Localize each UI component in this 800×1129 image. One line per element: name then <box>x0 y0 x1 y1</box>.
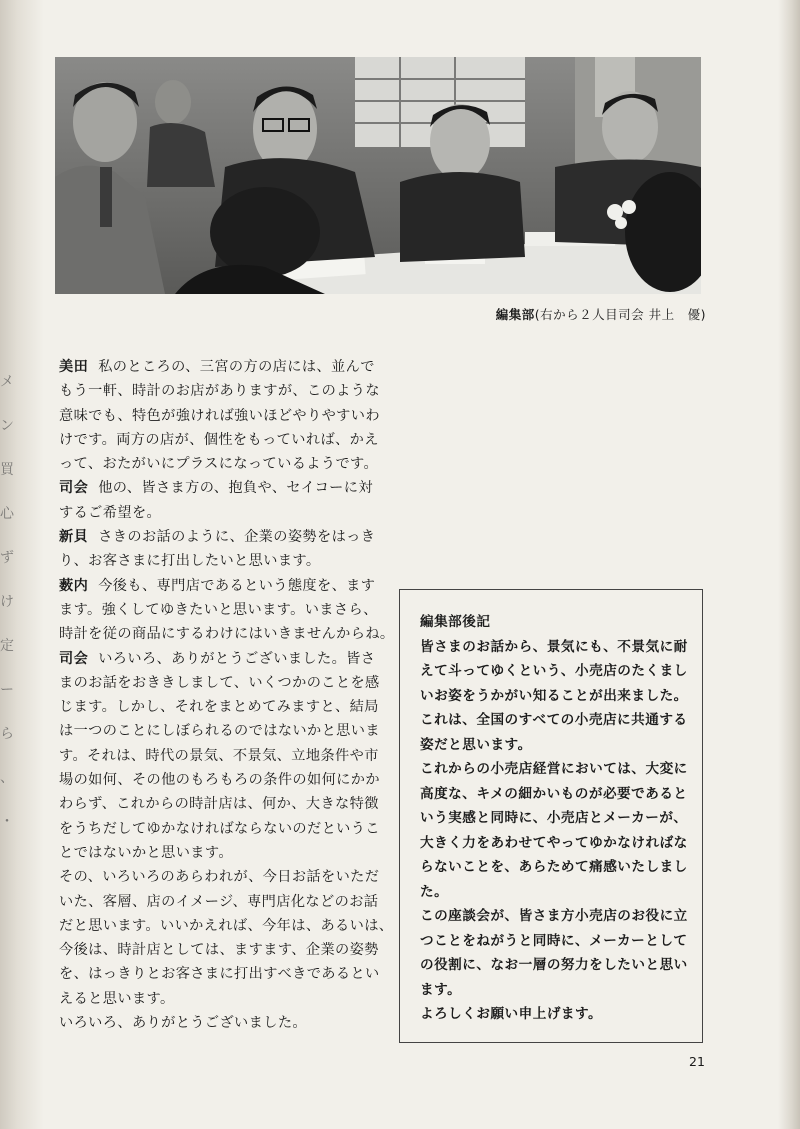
adjacent-page-text <box>0 360 16 844</box>
dialogue-text: えると思います。 <box>59 990 175 1007</box>
postscript-line: ます。 <box>420 981 462 998</box>
dialogue-line <box>59 598 389 622</box>
dialogue-text: わらず、これからの時計店は、何か、大きな特徴 <box>59 796 379 813</box>
postscript-line: えて斗ってゆくという、小売店のたくまし <box>420 663 688 679</box>
dialogue-line <box>59 841 389 865</box>
bleed-glyph: ず <box>0 550 14 566</box>
postscript-line: これは、全国のすべての小売店に共通する <box>420 712 688 728</box>
dialogue-text: 今後も、専門店であるという態度を、ます <box>98 577 376 594</box>
postscript-line: 高度な、キメの細かいものが必要であると <box>420 785 688 802</box>
dialogue-line <box>59 549 389 573</box>
dialogue-text: って、おたがいにプラスになっているようです。 <box>59 456 379 473</box>
speaker-name: 薮内 <box>59 577 89 594</box>
postscript-line: らないことを、あらためて痛感いたしまし <box>420 859 688 875</box>
dialogue-line <box>59 792 389 816</box>
speaker-name: 司会 <box>59 650 89 667</box>
dialogue-line <box>59 647 389 671</box>
postscript-title: 編集部後記 <box>420 614 491 630</box>
dialogue-line <box>59 1011 389 1035</box>
dialogue-text: いろいろ、ありがとうございました。皆さ <box>98 650 376 667</box>
dialogue-line <box>59 452 389 476</box>
caption-detail: (右から２人目司会 井上 優) <box>534 307 706 322</box>
speaker-name: 美田 <box>59 359 89 375</box>
dialogue-line <box>59 938 389 962</box>
dialogue-text: さきのお話のように、企業の姿勢をはっき <box>98 529 376 546</box>
dialogue-line <box>59 695 389 719</box>
dialogue-text: じます。しかし、それをまとめてみますと、結局 <box>59 699 379 716</box>
dialogue-text: もう一軒、時計のお店がありますが、このような <box>59 383 380 400</box>
roundtable-dialogue <box>59 355 395 1035</box>
dialogue-line <box>59 574 389 598</box>
dialogue-line <box>59 501 389 525</box>
speaker-name: 司会 <box>59 480 89 497</box>
postscript-line: この座談会が、皆さま方小売店のお役に立 <box>420 908 688 924</box>
bleed-glyph: 心 <box>0 506 14 522</box>
dialogue-text: とではないかと思います。 <box>59 844 233 861</box>
bleed-glyph: 買 <box>0 462 14 478</box>
dialogue-text: をうちだしてゆかなければならないのだというこ <box>59 820 380 837</box>
dialogue-line <box>59 914 394 938</box>
dialogue-line <box>59 768 389 792</box>
dialogue-line <box>59 525 389 549</box>
postscript-line: 姿だと思います。 <box>420 736 532 753</box>
page-edge <box>778 0 800 1129</box>
postscript-line: これからの小売店経営においては、大変に <box>420 761 688 777</box>
bleed-glyph: ー <box>0 682 14 698</box>
editorial-postscript-box <box>399 589 703 1043</box>
dialogue-text: を、はっきりとお客さまに打出すべきであるとい <box>59 966 380 983</box>
dialogue-text: いろいろ、ありがとうございました。 <box>59 1015 307 1032</box>
dialogue-line <box>59 671 389 695</box>
dialogue-line <box>59 404 389 428</box>
dialogue-line <box>59 622 395 646</box>
dialogue-text: その、いろいろのあらわれが、今日お話をいただ <box>59 869 380 886</box>
dialogue-line <box>59 428 389 452</box>
dialogue-line <box>59 476 389 500</box>
dialogue-text: 今後は、時計店としては、ますます、企業の姿勢 <box>59 942 379 959</box>
dialogue-line <box>59 817 389 841</box>
dialogue-text: 意味でも、特色が強ければ強いほどやりやすいわ <box>59 407 380 424</box>
photo-caption <box>496 305 706 323</box>
page-number: 21 <box>689 1054 705 1069</box>
bleed-glyph: 定 <box>0 638 14 654</box>
dialogue-text: り、お客さまに打出したいと思います。 <box>59 553 321 570</box>
dialogue-text: いた、客層、店のイメージ、専門店化などのお話 <box>59 893 379 910</box>
postscript-line: よろしくお願い申上げます。 <box>420 1006 603 1022</box>
dialogue-text: 場の如何、その他のもろもろの条件の如何にかか <box>59 772 380 789</box>
bleed-glyph: ・ <box>0 814 14 830</box>
dialogue-text: 他の、皆さま方の、抱負や、セイコーに対 <box>98 480 373 497</box>
postscript-line: いお姿をうかがい知ることが出来ました。 <box>420 687 688 704</box>
dialogue-text: するご希望を。 <box>59 504 162 521</box>
dialogue-line <box>59 890 389 914</box>
dialogue-text: 時計を従の商品にするわけにはいきませんからね。 <box>59 626 395 643</box>
dialogue-text: は一つのことにしぼられるのではないかと思いま <box>59 723 380 740</box>
speaker-name: 新貝 <box>59 529 89 546</box>
bleed-glyph: ン <box>0 418 14 434</box>
dialogue-line <box>59 865 389 889</box>
postscript-body <box>420 635 702 1027</box>
dialogue-text: ます。強くしてゆきたいと思います。いまさら、 <box>59 601 378 618</box>
postscript-line: た。 <box>420 883 449 900</box>
postscript-line: 皆さまのお話から、景気にも、不景気に耐 <box>420 638 688 655</box>
postscript-line: いう実感と同時に、小売店とメーカーが、 <box>420 810 688 826</box>
dialogue-text: す。それは、時代の景気、不景気、立地条件や市 <box>59 747 379 764</box>
dialogue-text: まのお話をおききしまして、いくつかのことを感 <box>59 674 380 691</box>
postscript-line: 大きく力をあわせてやってゆかなければな <box>420 834 688 851</box>
bleed-glyph: 、 <box>0 770 14 786</box>
dialogue-line <box>59 987 389 1011</box>
dialogue-text: 私のところの、三宮の方の店には、並んで <box>98 359 375 375</box>
dialogue-text: けです。両方の店が、個性をもっていれば、かえ <box>59 431 379 448</box>
dialogue-line <box>59 355 389 379</box>
dialogue-line <box>59 962 389 986</box>
bleed-glyph: ら <box>0 726 14 742</box>
bleed-glyph: メ <box>0 374 14 390</box>
dialogue-text: だと思います。いいかえれば、今年は、あるいは、 <box>59 917 394 934</box>
dialogue-line <box>59 719 389 743</box>
postscript-line: つことをねがうと同時に、メーカーとして <box>420 932 688 949</box>
bleed-glyph: け <box>0 594 14 610</box>
dialogue-line <box>59 379 389 403</box>
dialogue-line <box>59 744 389 768</box>
caption-title: 編集部 <box>495 307 535 322</box>
postscript-line: の役割に、なお一層の努力をしたいと思い <box>420 957 688 973</box>
roundtable-photo <box>55 57 701 294</box>
